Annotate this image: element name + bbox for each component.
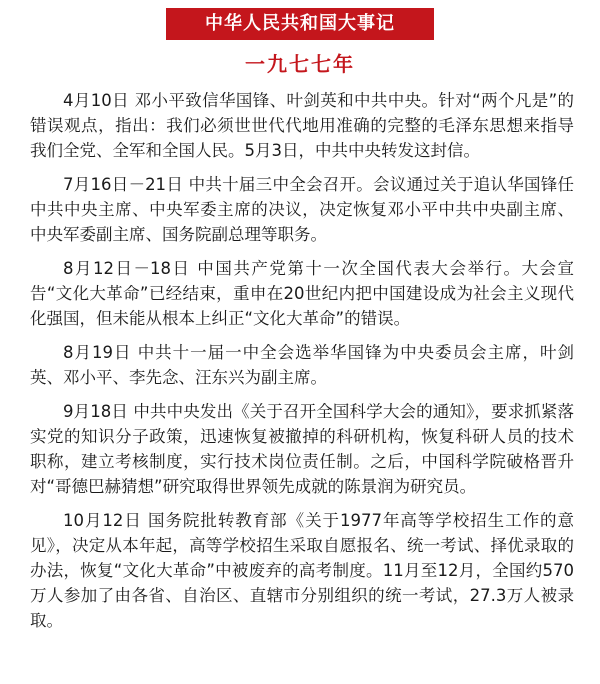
page-title-banner: 中华人民共和国大事记 — [166, 8, 434, 40]
event-list — [30, 88, 574, 642]
event-entry: 4月10日 邓小平致信华国锋、叶剑英和中共中央。针对“两个凡是”的错误观点，指出：我们必须世世代代地用准确的完整的毛泽东思想来指导我们全党、全军和全国人民。5月3日，中共中央转发这封信。 — [30, 91, 574, 160]
year-heading: 一九七七年 — [245, 52, 355, 76]
event-entry: 7月16日－21日 中共十届三中全会召开。会议通过关于追认华国锋任中共中央主席、中央军委主席的决议，决定恢复邓小平中共中央副主席、中央军委副主席、国务院副总理等职务。 — [30, 175, 574, 244]
event-entry: 8月12日－18日 中国共产党第十一次全国代表大会举行。大会宣告“文化大革命”已经结束，重申在20世纪内把中国建设成为社会主义现代化强国，但未能从根本上纠正“文化大革命”的错误。 — [30, 259, 574, 328]
event-entry: 10月12日 国务院批转教育部《关于1977年高等学校招生工作的意见》，决定从本年起，高等学校招生采取自愿报名、统一考试、择优录取的办法，恢复“文化大革命”中被废弃的高考制度。11月至12月，全国约570万人参加了由各省、自治区、直辖市分别组织的统一考试，27.3万人被录取。 — [30, 511, 574, 630]
event-entry: 8月19日 中共十一届一中全会选举华国锋为中央委员会主席，叶剑英、邓小平、李先念、汪东兴为副主席。 — [30, 343, 574, 387]
event-entry: 9月18日 中共中央发出《关于召开全国科学大会的通知》，要求抓紧落实党的知识分子政策，迅速恢复被撤掉的科研机构，恢复科研人员的技术职称，建立考核制度，实行技术岗位责任制。之后，中国科学院破格晋升对“哥德巴赫猜想”研究取得世界领先成就的陈景润为研究员。 — [30, 402, 574, 496]
